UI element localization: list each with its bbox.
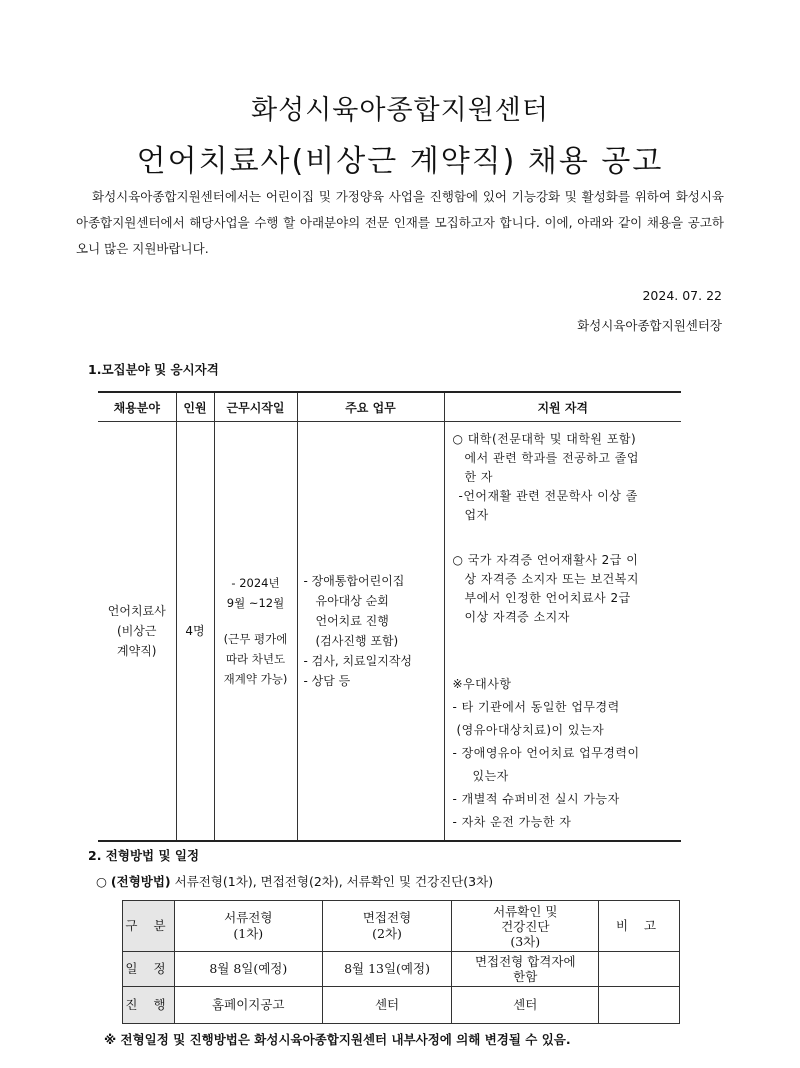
footnote: ※ 전형일정 및 진행방법은 화성시육아종합지원센터 내부사정에 의해 변경될 수 있음. xyxy=(104,1032,571,1047)
col-header-field: 채용분야 xyxy=(98,392,176,422)
recruitment-table xyxy=(98,391,681,842)
table-row xyxy=(98,422,681,842)
col-header-duties: 주요 업무 xyxy=(297,392,444,422)
schedule-header-remarks: 비 고 xyxy=(599,901,680,952)
title-line-1: 화성시육아종합지원센터 xyxy=(251,95,549,126)
progress-stage2: 센터 xyxy=(322,987,452,1024)
cell-field: 언어치료사 (비상근 계약직) xyxy=(98,422,176,842)
col-header-count: 인원 xyxy=(176,392,214,422)
schedule-header-stage3: 서류확인 및 건강진단 (3차) xyxy=(452,901,599,952)
progress-remarks xyxy=(599,987,680,1024)
schedule-header-stage2: 면접전형 (2차) xyxy=(322,901,452,952)
title-line-2: 언어치료사(비상근 계약직) 채용 공고 xyxy=(136,144,664,179)
preference-title: ※우대사항 xyxy=(452,677,512,691)
table-row xyxy=(123,952,680,987)
schedule-stage1-date: 8월 8일(예정) xyxy=(174,952,322,987)
schedule-header-category: 구 분 xyxy=(123,901,175,952)
progress-stage1: 홈페이지공고 xyxy=(174,987,322,1024)
col-header-start: 근무시작일 xyxy=(214,392,297,422)
schedule-table xyxy=(122,900,680,1024)
issuing-organization: 화성시육아종합지원센터장 xyxy=(577,318,722,333)
progress-stage3: 센터 xyxy=(452,987,599,1024)
table-row xyxy=(123,987,680,1024)
schedule-stage2-date: 8월 13일(예정) xyxy=(322,952,452,987)
recruitment-table-header xyxy=(98,392,681,422)
section-2-heading: 2. 전형방법 및 일정 xyxy=(88,848,200,863)
schedule-stage3-date: 면접전형 합격자에 한함 xyxy=(452,952,599,987)
cell-start-date: - 2024년 9월 ~12월 (근무 평가에 따라 차년도 재계약 가능) xyxy=(214,422,297,842)
cell-duties: - 장애통합어린이집 유아대상 순회 언어치료 진행 (검사진행 포함) - 검사, 치료일지작성 - 상담 등 xyxy=(297,422,444,842)
progress-row-label: 진 행 xyxy=(123,987,175,1024)
cell-qualifications: ○ 대학(전문대학 및 대학원 포함) 에서 관련 학과를 전공하고 졸업 한 자 -언어재활 관련 전문학사 이상 졸 업자 ○ 국가 자격증 언어재활사 2급 이 상 자격증 소지자 또는 보건복지 부에서 인정한 언어치료사 2급 이상 자격증 소지자 ※우대사항 - 타 기관에서 동일한 업무경력 (영유아대상치료)이 있는자 - 장애영유아 언어치료 업무경력이 있는자 - 개별적 슈퍼비전 실시 가능자 - 자차 운전 가능한 자 xyxy=(444,422,681,842)
announcement-date: 2024. 07. 22 xyxy=(642,288,722,303)
schedule-remarks xyxy=(599,952,680,987)
schedule-header-stage1: 서류전형 (1차) xyxy=(174,901,322,952)
col-header-qualifications: 지원 자격 xyxy=(444,392,681,422)
table-row xyxy=(123,901,680,952)
selection-method: ○ (전형방법) 서류전형(1차), 면접전형(2차), 서류확인 및 건강진단(3차) xyxy=(96,874,494,889)
section-1-heading: 1.모집분야 및 응시자격 xyxy=(88,362,219,377)
intro-paragraph: 화성시육아종합지원센터에서는 어린이집 및 가정양육 사업을 진행함에 있어 기능강화 및 활성화를 위하여 화성시육아종합지원센터에서 해당사업을 수행 할 아래분야의 전문 인재를 모집하고자 합니다. 이에, 아래와 같이 채용을 공고하오니 많은 지원바랍니다. xyxy=(76,189,724,256)
schedule-row-label: 일 정 xyxy=(123,952,175,987)
cell-count: 4명 xyxy=(176,422,214,842)
